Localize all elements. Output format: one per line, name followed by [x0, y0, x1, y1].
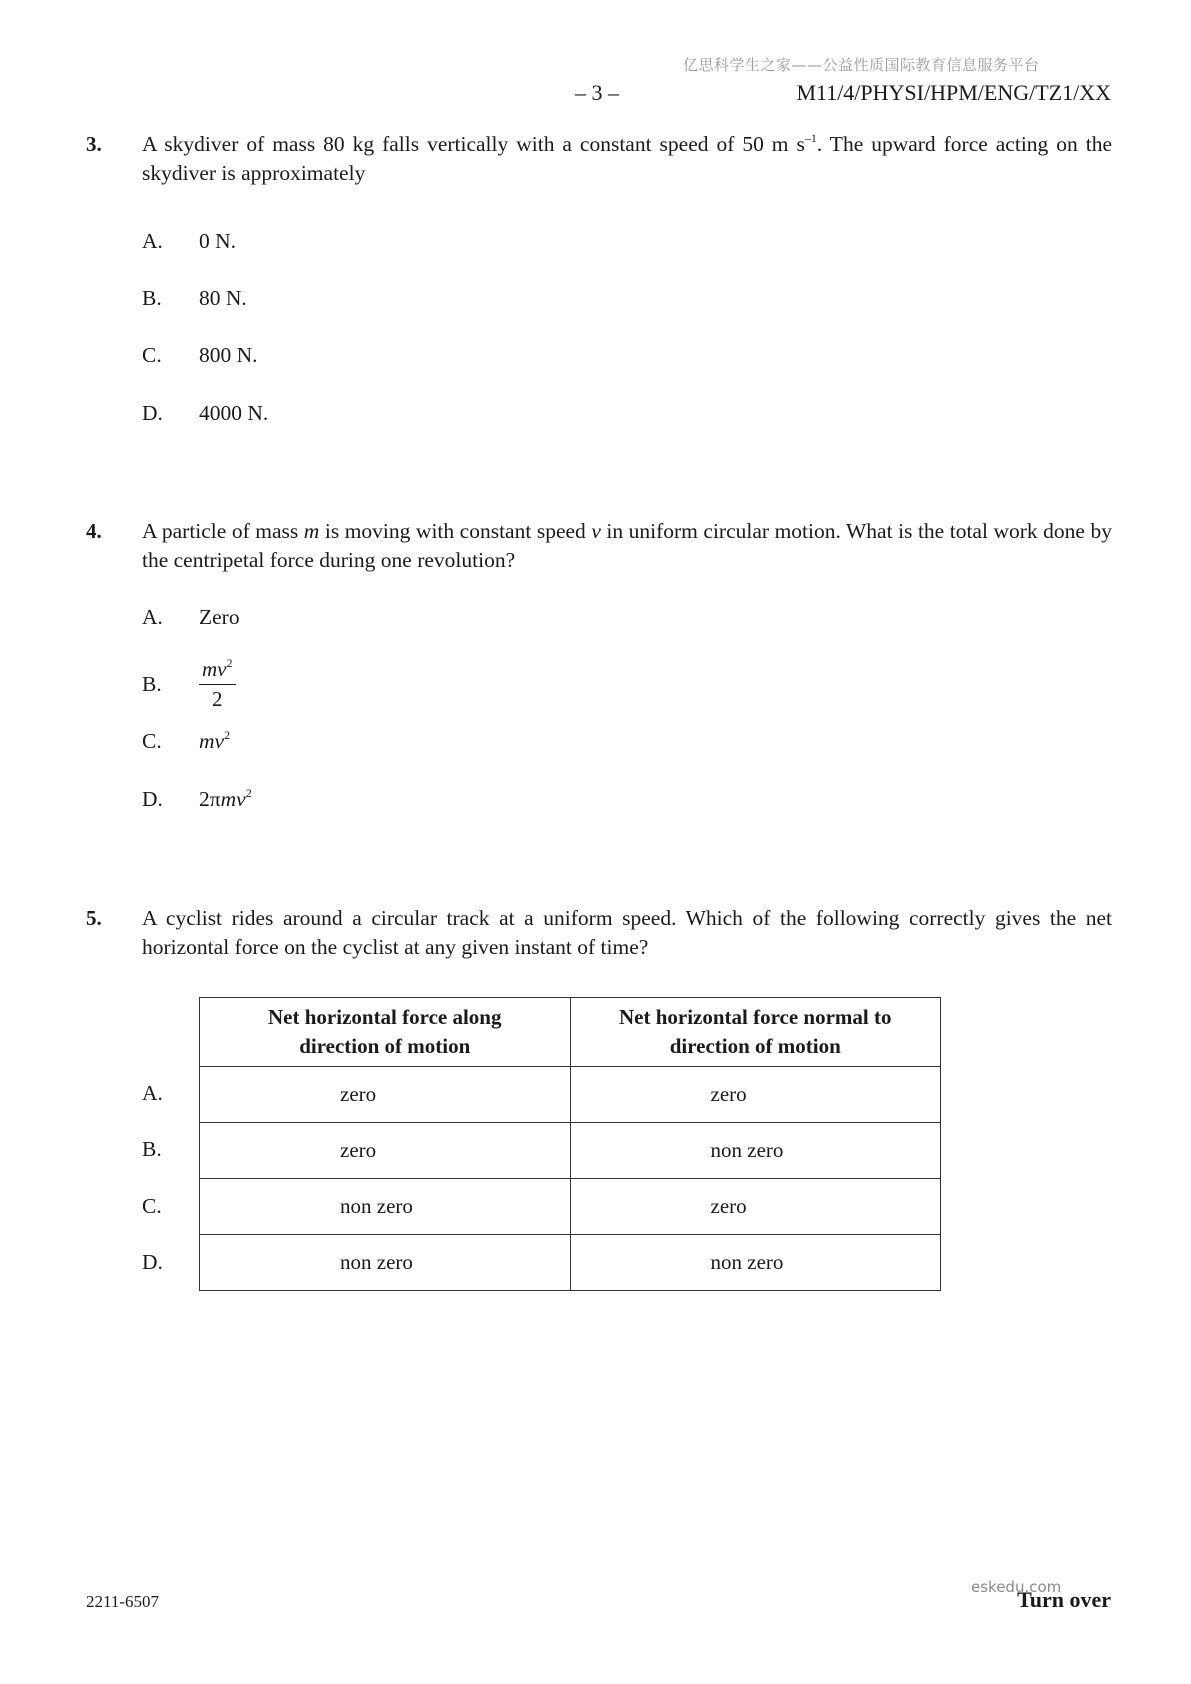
turn-over-label: Turn over [1017, 1587, 1111, 1612]
q4-option-d-sup: 2 [245, 786, 252, 800]
footer-watermark: eskedu.com [971, 1578, 1062, 1596]
table-cell-along: non zero [200, 1179, 571, 1235]
table-cell-normal: zero [570, 1179, 941, 1235]
table-header-normal: Net horizontal force normal to direction of motion [570, 998, 941, 1067]
q3-option-a-letter: A. [142, 229, 163, 253]
q4-option-b-fraction [199, 656, 236, 713]
paper-code: M11/4/PHYSI/HPM/ENG/TZ1/XX [796, 80, 1111, 105]
question-4-text-3: in uniform circular motion. What is the total work done by the centripetal force during one revolution? [142, 519, 1112, 572]
q4-option-b-letter: B. [142, 672, 162, 696]
table-cell-along: zero [200, 1123, 571, 1179]
q3-option-d-value: 4000 N. [199, 401, 269, 425]
q4-option-d-letter: D. [142, 787, 163, 811]
question-3-number: 3. [86, 132, 102, 156]
q4-option-c-expr: mv [199, 729, 225, 753]
q4-option-c-letter: C. [142, 729, 162, 753]
question-5-text: A cyclist rides around a circular track at a uniform speed. Which of the following correctly gives the net horizontal force on the cyclist at any given instant of time? [142, 906, 1112, 959]
page-number: – 3 – [575, 80, 619, 105]
table-header-along: Net horizontal force along direction of motion [200, 998, 571, 1067]
table-cell-normal: non zero [570, 1123, 941, 1179]
table-cell-normal: non zero [570, 1235, 941, 1291]
q4-option-a-value: Zero [199, 605, 240, 629]
table-header-row [200, 998, 941, 1067]
table-cell-along: non zero [200, 1235, 571, 1291]
question-4-var-m: m [303, 519, 320, 543]
q4-option-b-numerator: mv [202, 657, 227, 681]
question-4-text-1: A particle of mass [142, 519, 304, 543]
answer-table [199, 997, 941, 1291]
question-5-number: 5. [86, 906, 102, 930]
q5-row-b-letter: B. [142, 1137, 162, 1161]
question-4-number: 4. [86, 519, 102, 543]
question-4-var-v: v [591, 519, 601, 543]
question-3-text-b: . The upward force acting on the skydiver is approximately [142, 132, 1112, 185]
question-3-text-sup: –1 [804, 131, 817, 145]
table-row [200, 1179, 941, 1235]
q4-option-c-sup: 2 [224, 728, 231, 742]
q4-option-b-denominator: 2 [212, 687, 223, 711]
question-3-text-a: A skydiver of mass 80 kg falls vertically with a constant speed of 50 m s [142, 132, 805, 156]
q3-option-b-value: 80 N. [199, 286, 247, 310]
q4-option-b-sup: 2 [226, 656, 233, 670]
q5-row-a-letter: A. [142, 1081, 163, 1105]
q4-option-c-value [199, 729, 230, 754]
table-cell-along: zero [200, 1067, 571, 1123]
question-4-text-2: is moving with constant speed [319, 519, 592, 543]
q4-option-a-letter: A. [142, 605, 163, 629]
q5-row-c-letter: C. [142, 1194, 162, 1218]
q3-option-a-value: 0 N. [199, 229, 237, 253]
q4-option-d-expr: mv [220, 787, 246, 811]
table-row [200, 1067, 941, 1123]
header-watermark: 亿思科学生之家——公益性质国际教育信息服务平台 [683, 56, 1040, 74]
q3-option-c-letter: C. [142, 343, 162, 367]
q5-row-d-letter: D. [142, 1250, 163, 1274]
footer-code: 2211-6507 [86, 1592, 160, 1611]
q4-option-d-value [199, 787, 252, 812]
table-cell-normal: zero [570, 1067, 941, 1123]
q3-option-d-letter: D. [142, 401, 163, 425]
q3-option-b-letter: B. [142, 286, 162, 310]
q3-option-c-value: 800 N. [199, 343, 258, 367]
table-row [200, 1235, 941, 1291]
q4-option-d-prefix: 2π [199, 787, 221, 811]
table-row [200, 1123, 941, 1179]
question-3-text [142, 130, 1112, 188]
question-4-text [142, 517, 1112, 575]
